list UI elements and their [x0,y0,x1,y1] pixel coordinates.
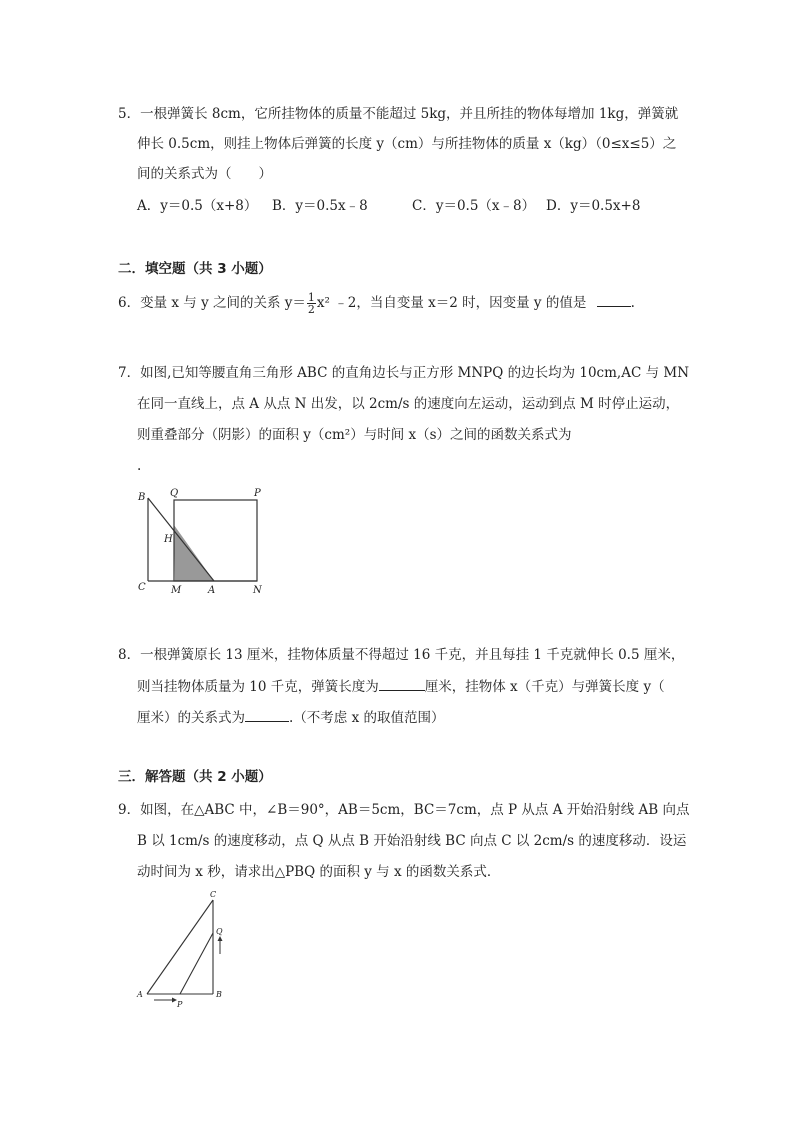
q7-label-b: B [138,492,146,503]
q5-option-a: A．y＝0.5（x+8） [137,198,258,214]
q9-label-q: Q [216,927,223,936]
q6-fraction-denominator: 2 [307,303,315,316]
q7-line2: 在同一直线上，点 A 从点 N 出发，以 2cm/s 的速度向左运动，运动到点 M 时停止运动， [137,396,680,412]
q7-label-p: P [254,488,261,499]
q5-options [137,196,640,216]
q5-option-d: D．y＝0.5x+8 [546,198,641,214]
q9-segment-pq [180,933,213,994]
q6-fraction [307,292,316,315]
q9-label-p: P [177,1000,183,1009]
q7-label-a: A [208,585,216,596]
q9-line3: 动时间为 x 秒，请求出△PBQ 的面积 y 与 x 的函数关系式． [137,864,501,880]
q5-line2: 伸长 0.5cm，则挂上物体后弹簧的长度 y（cm）与所挂物体的质量 x（kg）（0≤x≤5）之 [137,136,677,152]
q7-line4: . [137,458,142,474]
q8-line2a: 则当挂物体质量为 10 千克，弹簧长度为 [137,679,379,695]
q9-label-c: C [210,890,217,899]
q9-label-a: A [137,990,143,999]
q5-line3: 间的关系式为（ ） [137,166,272,182]
q8-line3 [137,707,445,728]
q9-figure [132,888,232,1013]
q8-blank-length[interactable] [379,676,425,691]
q6-fraction-numerator: 1 [307,291,315,304]
q8-line3b: .（不考虑 x 的取值范围） [289,710,445,726]
q7-label-c: C [138,582,146,593]
q9-line1: 9．如图，在△ABC 中，∠B＝90°，AB＝5cm，BC＝7cm，点 P 从点 A 开始沿射线 AB 向点 [118,802,690,818]
q7-label-n: N [253,585,262,596]
q7-figure [130,484,275,599]
q8-line2 [137,676,665,697]
q6-answer-blank[interactable] [597,292,631,307]
q9-side-ac [147,900,213,994]
q5-line1: 5．一根弹簧长 8cm，它所挂物体的质量不能超过 5kg，并且所挂的物体每增加 1kg，弹簧就 [118,106,679,122]
section-fill-in-title: 二．填空题（共 3 小题） [118,261,272,277]
q9-arrow-q-head [218,936,223,941]
q9-label-b: B [216,990,222,999]
q8-line3a: 厘米）的关系式为 [137,710,245,726]
q7-line3: 则重叠部分（阴影）的面积 y（cm²）与时间 x（s）之间的函数关系式为 [137,427,572,443]
q6-post: x² ﹣2，当自变量 x＝2 时，因变量 y 的值是 [316,295,587,311]
q8-line1: 8．一根弹簧原长 13 厘米，挂物体质量不得超过 16 千克，并且每挂 1 千克就伸长 0.5 厘米， [118,647,685,663]
q7-label-m: M [171,585,182,596]
q8-line2b: 厘米，挂物体 x（千克）与弹簧长度 y（ [424,679,665,695]
q7-label-h: H [164,534,173,545]
q6-end: . [630,295,635,311]
q5-option-c: C．y＝0.5（x﹣8） [412,198,536,214]
q7-label-q: Q [170,488,179,499]
section-solution-title: 三．解答题（共 2 小题） [118,769,272,785]
q7-line1: 7．如图,已知等腰直角三角形 ABC 的直角边长与正方形 MNPQ 的边长均为 10cm,AC 与 MN [118,365,690,381]
q8-blank-relation[interactable] [245,707,289,722]
q6-line [118,292,635,315]
q5-option-b: B．y＝0.5x﹣8 [272,198,368,214]
q6-pre: 6．变量 x 与 y 之间的关系 y＝ [118,295,306,311]
q9-line2: B 以 1cm/s 的速度移动，点 Q 从点 B 开始沿射线 BC 向点 C 以 2cm/s 的速度移动．设运 [137,833,687,849]
